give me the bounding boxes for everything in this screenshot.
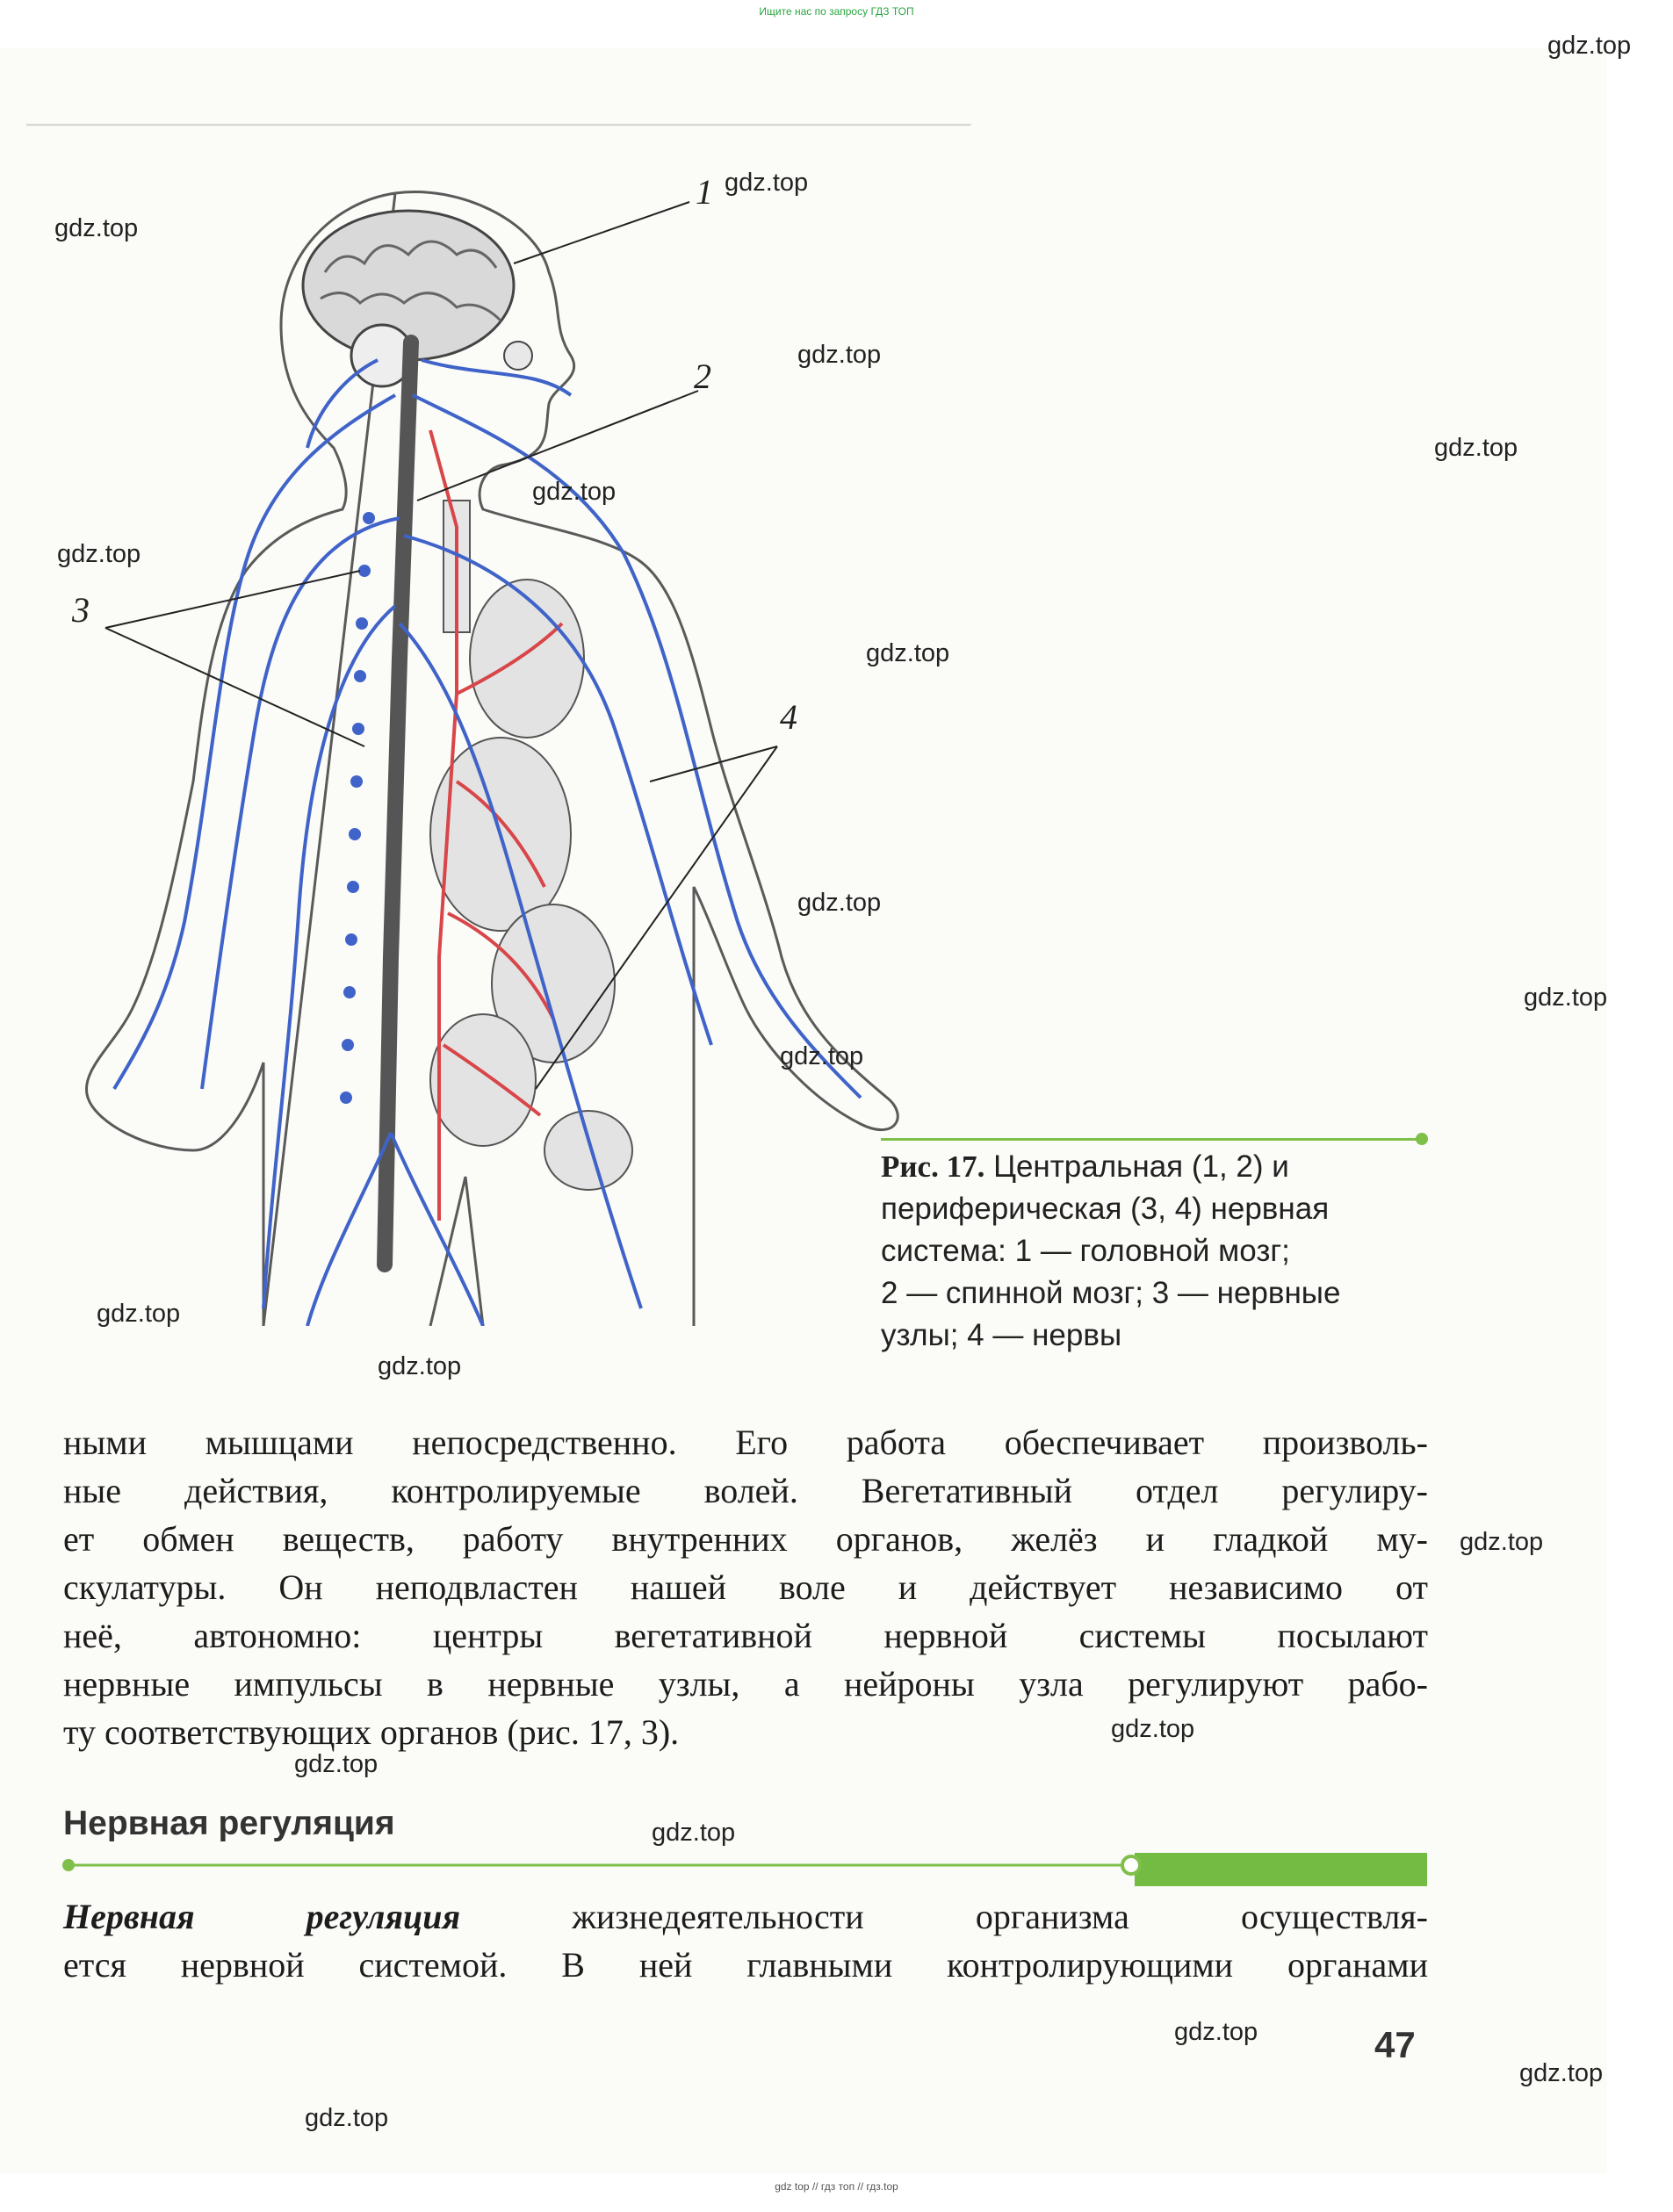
watermark: gdz.top bbox=[305, 2104, 389, 2132]
figure-label-3: 3 bbox=[72, 590, 90, 630]
paragraph-line: ется нервной системой. В ней главными контролирующими органами bbox=[63, 1945, 1428, 1985]
watermark: gdz.top bbox=[1460, 1528, 1544, 1556]
paragraph-line: ту соответствующих органов (рис. 17, 3). bbox=[63, 1712, 680, 1752]
watermark: gdz.top bbox=[1519, 2059, 1604, 2087]
paragraph-line: жизнедеятельности организма осуществля- bbox=[460, 1897, 1428, 1936]
watermark: gdz.top bbox=[1174, 2018, 1258, 2046]
bottom-banner[interactable]: gdz top // гдз топ // гдз.top bbox=[775, 2180, 898, 2193]
body-paragraph-1 bbox=[63, 1418, 1428, 1756]
watermark: gdz.top bbox=[1434, 434, 1518, 462]
watermark: gdz.top bbox=[1524, 984, 1608, 1012]
paragraph-line: ными мышцами непосредственно. Его работа обеспечивает произволь- bbox=[63, 1423, 1428, 1462]
caption-title: Рис. 17. bbox=[881, 1149, 985, 1184]
watermark: gdz.top bbox=[532, 478, 617, 506]
page-number: 47 bbox=[1374, 2024, 1416, 2065]
watermark: gdz.top bbox=[780, 1042, 864, 1070]
watermark: gdz.top bbox=[797, 889, 882, 917]
watermark: gdz.top bbox=[725, 169, 809, 197]
watermark: gdz.top bbox=[54, 214, 139, 242]
figure-label-4: 4 bbox=[780, 697, 797, 737]
caption-divider-dot bbox=[1416, 1133, 1428, 1145]
term-emphasis: Нервная регуляция bbox=[63, 1897, 461, 1936]
watermark: gdz.top bbox=[378, 1352, 462, 1380]
top-banner[interactable]: Ищите нас по запросу ГДЗ ТОП bbox=[759, 5, 914, 18]
watermark: gdz.top bbox=[797, 341, 882, 369]
figure-label-1: 1 bbox=[696, 172, 713, 212]
spinal-cord bbox=[385, 342, 411, 1265]
watermark: gdz.top bbox=[652, 1819, 736, 1847]
nervous-system-figure bbox=[44, 167, 922, 1326]
section-heading: Нервная регуляция bbox=[63, 1805, 395, 1842]
watermark: gdz.top bbox=[57, 540, 141, 568]
body-paragraph-2 bbox=[63, 1892, 1428, 1989]
watermark: gdz.top bbox=[97, 1300, 181, 1328]
paragraph-line: ет обмен веществ, работу внутренних органов, желёз и гладкой му- bbox=[63, 1519, 1428, 1559]
paragraph-line: неё, автономно: центры вегетативной нервной системы посылают bbox=[63, 1616, 1428, 1655]
internal-organs bbox=[430, 580, 632, 1190]
caption-divider bbox=[881, 1138, 1424, 1141]
caption-line3: система: 1 — головной мозг; bbox=[881, 1234, 1290, 1268]
caption-line4: 2 — спинной мозг; 3 — нервные bbox=[881, 1276, 1341, 1310]
watermark: gdz.top bbox=[294, 1750, 379, 1778]
watermark: gdz.top bbox=[866, 639, 950, 667]
nerve-ganglia bbox=[340, 512, 375, 1104]
watermark: gdz.top bbox=[1547, 32, 1632, 60]
caption-line5: узлы; 4 — нервы bbox=[881, 1318, 1122, 1352]
figure-caption bbox=[881, 1146, 1443, 1357]
paragraph-line: скулатуры. Он неподвластен нашей воле и действует независимо от bbox=[63, 1567, 1428, 1607]
figure-label-2: 2 bbox=[694, 357, 711, 396]
paragraph-line: нервные импульсы в нервные узлы, а нейроны узла регулируют рабо- bbox=[63, 1664, 1428, 1704]
caption-line1: Центральная (1, 2) и bbox=[984, 1149, 1289, 1184]
watermark: gdz.top bbox=[1111, 1715, 1195, 1743]
section-heading-bar bbox=[61, 1853, 1427, 1895]
show-through-text: ────────────────────────────────────────────── bbox=[26, 109, 971, 141]
caption-line2: периферическая (3, 4) нервная bbox=[881, 1192, 1330, 1226]
paragraph-line: ные действия, контролируемые волей. Вегетативный отдел регулиру- bbox=[63, 1471, 1428, 1510]
